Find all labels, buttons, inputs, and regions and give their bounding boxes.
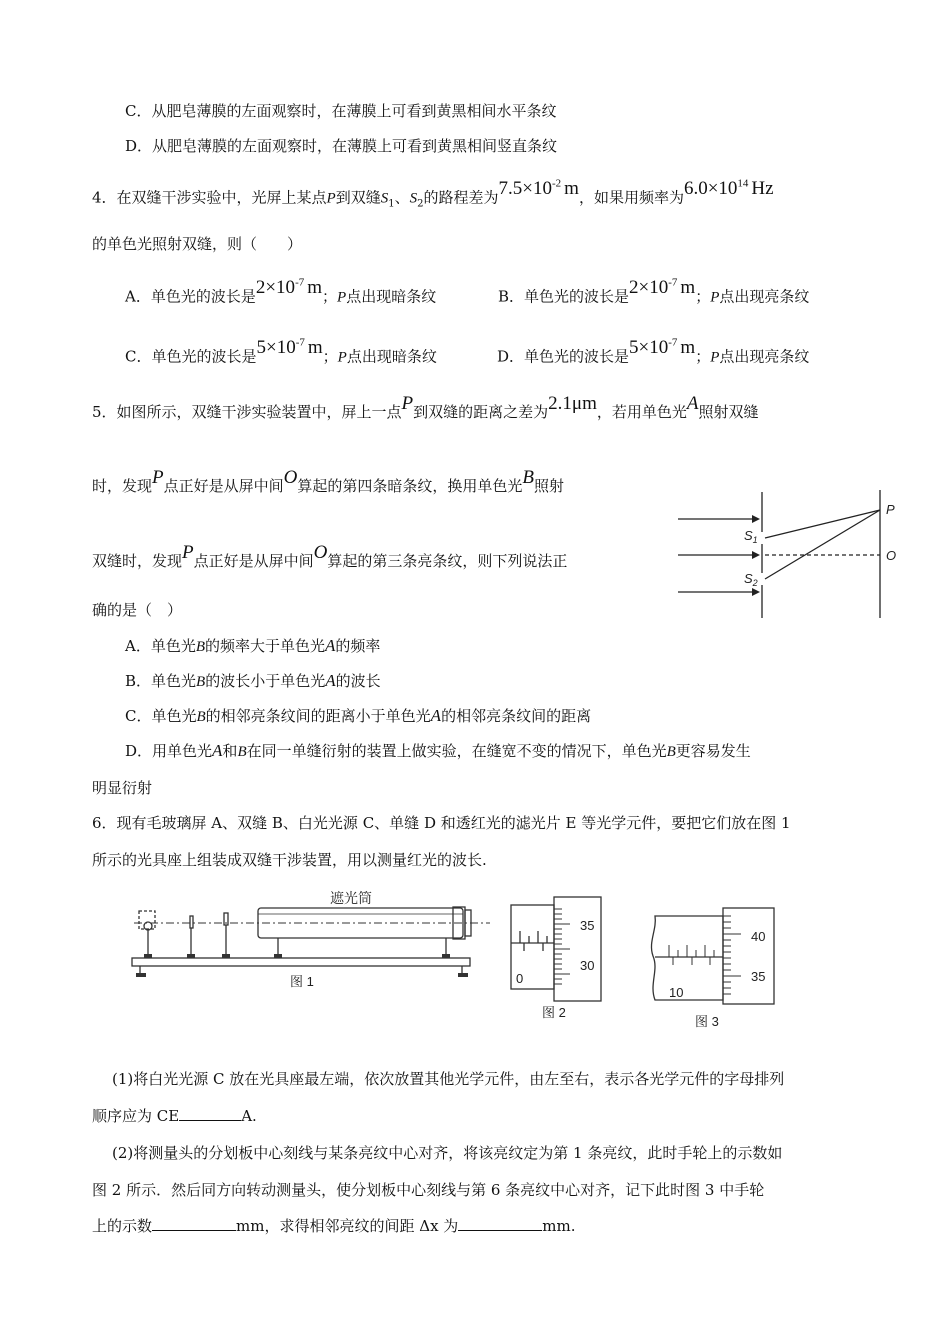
svg-text:35: 35 <box>751 969 766 984</box>
svg-text:0: 0 <box>516 971 524 986</box>
q4-option-b: B．单色光的波长是$2\times 10^{-7}$ m；P点出现亮条纹 <box>498 277 810 306</box>
q5-stem-line2: 时，发现P点正好是从屏中间O算起的第四条暗条纹，换用单色光B照射 <box>92 467 565 495</box>
fig1-caption: 图 1 <box>290 974 314 989</box>
q4-option-c: C．单色光的波长是$5\times 10^{-7}$ m；P点出现暗条纹 <box>125 337 437 366</box>
label-s1: $S_1$ <box>744 528 758 545</box>
fig1-title: 遮光筒 <box>330 890 372 906</box>
q4-option-d: D．单色光的波长是$5\times 10^{-7}$ m；P点出现亮条纹 <box>497 337 810 366</box>
svg-text:10: 10 <box>669 985 684 1000</box>
q5-option-b: B．单色光B的波长小于单色光A的波长 <box>125 671 381 690</box>
micrometer-fig2 <box>508 893 608 1028</box>
q5-option-c: C．单色光B的相邻亮条纹间的距离小于单色光A的相邻亮条纹间的距离 <box>125 706 592 725</box>
double-slit-figure <box>670 488 910 620</box>
svg-text:40: 40 <box>751 929 766 944</box>
q5-path-difference: 2.1μm <box>548 393 597 414</box>
q5-stem-line4: 确的是（ ） <box>92 601 183 619</box>
q5-stem-line3: 双缝时，发现P点正好是从屏中间O算起的第三条亮条纹，则下列说法正 <box>92 542 568 570</box>
optical-bench-figure <box>128 888 500 996</box>
answer-blank-order[interactable] <box>179 1106 241 1121</box>
q5-option-a: A．单色光B的频率大于单色光A的频率 <box>125 636 381 655</box>
q6-part2-line3: 上的示数 mm，求得相邻亮纹的间距 Δx 为 mm. <box>92 1217 576 1235</box>
q5-stem-line1: 5．如图所示，双缝干涉实验装置中，屏上一点P到双缝的距离之差为2.1μm，若用单色光A照射双缝 <box>92 393 759 421</box>
q6-part2-line1: (2)将测量头的分划板中心刻线与某条亮纹中心对齐，将该亮纹定为第 1 条亮纹，此时手轮上的示数如 <box>112 1144 783 1162</box>
frequency: $6.0\times 10^{14}$ Hz <box>683 178 774 200</box>
fig3-caption: 图 3 <box>695 1014 719 1029</box>
label-p: P <box>886 502 895 517</box>
q4-option-a: A．单色光的波长是$2\times 10^{-7}$ m；P点出现暗条纹 <box>125 277 437 306</box>
q4-stem-line2: 的单色光照射双缝，则（ ） <box>92 235 303 253</box>
label-o: O <box>886 548 897 563</box>
svg-text:35: 35 <box>580 918 595 933</box>
q3-option-c: C．从肥皂薄膜的左面观察时，在薄膜上可看到黄黑相间水平条纹 <box>125 102 557 120</box>
q4-stem-line1: 4．在双缝干涉实验中，光屏上某点P到双缝$S_1$、$S_2$的路程差为$7.5\times 10^{-2}$ m，如果用频率为$6.0\times 10^{14}$ Hz <box>92 178 774 210</box>
micrometer-fig3 <box>645 904 785 1032</box>
q6-stem-line2: 所示的光具座上组装成双缝干涉装置，用以测量红光的波长. <box>92 851 487 869</box>
fig2-caption: 图 2 <box>542 1005 566 1020</box>
path-difference: $7.5\times 10^{-2}$ m <box>498 178 579 200</box>
label-s2: $S_2$ <box>744 571 758 588</box>
q5-option-d: D．用单色光A和B在同一单缝衍射的装置上做实验，在缝宽不变的情况下，单色光B更容易发生 <box>125 741 751 760</box>
q6-part1-line1: (1)将白光光源 C 放在光具座最左端，依次放置其他光学元件，由左至右，表示各光学元件的字母排列 <box>112 1070 785 1088</box>
q6-part1-line2: 顺序应为 CE A. <box>92 1107 257 1125</box>
point-p: P <box>326 190 336 207</box>
svg-text:30: 30 <box>580 958 595 973</box>
answer-blank-reading[interactable] <box>152 1216 236 1231</box>
q6-stem-line1: 6．现有毛玻璃屏 A、双缝 B、白光光源 C、单缝 D 和透红光的滤光片 E 等光学元件，要把它们放在图 1 <box>92 814 791 832</box>
answer-blank-spacing[interactable] <box>458 1216 542 1231</box>
q6-part2-line2: 图 2 所示．然后同方向转动测量头，使分划板中心刻线与第 6 条亮纹中心对齐，记下此时图 3 中手轮 <box>92 1181 765 1199</box>
q3-option-d: D．从肥皂薄膜的左面观察时，在薄膜上可看到黄黑相间竖直条纹 <box>125 137 558 155</box>
q5-option-d-cont: 明显衍射 <box>92 779 153 797</box>
